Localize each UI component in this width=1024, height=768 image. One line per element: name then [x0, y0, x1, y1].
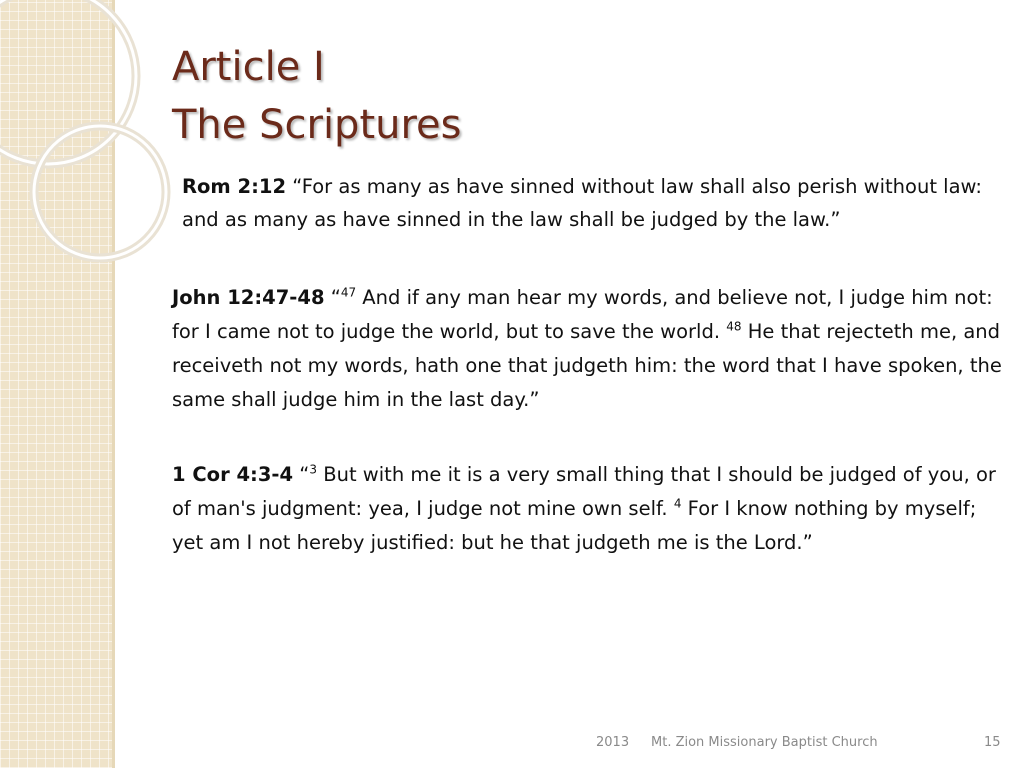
- verse-text: “For as many as have sinned without law shall also perish without law: and as many as have sinned in the law shall be judged by the law.”: [182, 175, 982, 231]
- verse-number: 48: [726, 319, 742, 334]
- verse-number: 4: [673, 496, 682, 511]
- verse-reference: John 12:47-48: [172, 286, 325, 309]
- verse-reference: 1 Cor 4:3-4: [172, 463, 294, 486]
- verse-corinthians: [172, 458, 1002, 560]
- verse-number: 47: [340, 285, 357, 300]
- verse-reference: Rom 2:12: [182, 175, 287, 198]
- slide-title-line-1: Article I: [172, 44, 325, 90]
- verse-number: 3: [309, 462, 318, 477]
- footer-page-number: 15: [984, 735, 1001, 750]
- footer-organization: Mt. Zion Missionary Baptist Church: [651, 735, 878, 750]
- verse-text: And if any man hear my words, and believe not, I judge him not: for I came not to judge the world, but to save the world.: [172, 286, 993, 343]
- verse-john: [172, 281, 1002, 417]
- verse-open-quote: “: [293, 463, 310, 486]
- verse-romans: [182, 170, 1002, 236]
- verse-text: But with me it is a very small thing that I should be judged of you, or of man's judgment: yea, I judge not mine own self.: [172, 463, 996, 520]
- verse-open-quote: “: [324, 286, 341, 309]
- verse-text: He that rejecteth me, and receiveth not my words, hath one that judgeth him: the word that I have spoken, the same shall judge him in the last day.”: [172, 320, 1002, 411]
- slide-title: [172, 38, 462, 154]
- slide-title-line-2: The Scriptures: [172, 102, 462, 148]
- verse-text: For I know nothing by myself; yet am I not hereby justified: but he that judgeth me is the Lord.”: [172, 497, 977, 554]
- footer-year: 2013: [596, 735, 630, 750]
